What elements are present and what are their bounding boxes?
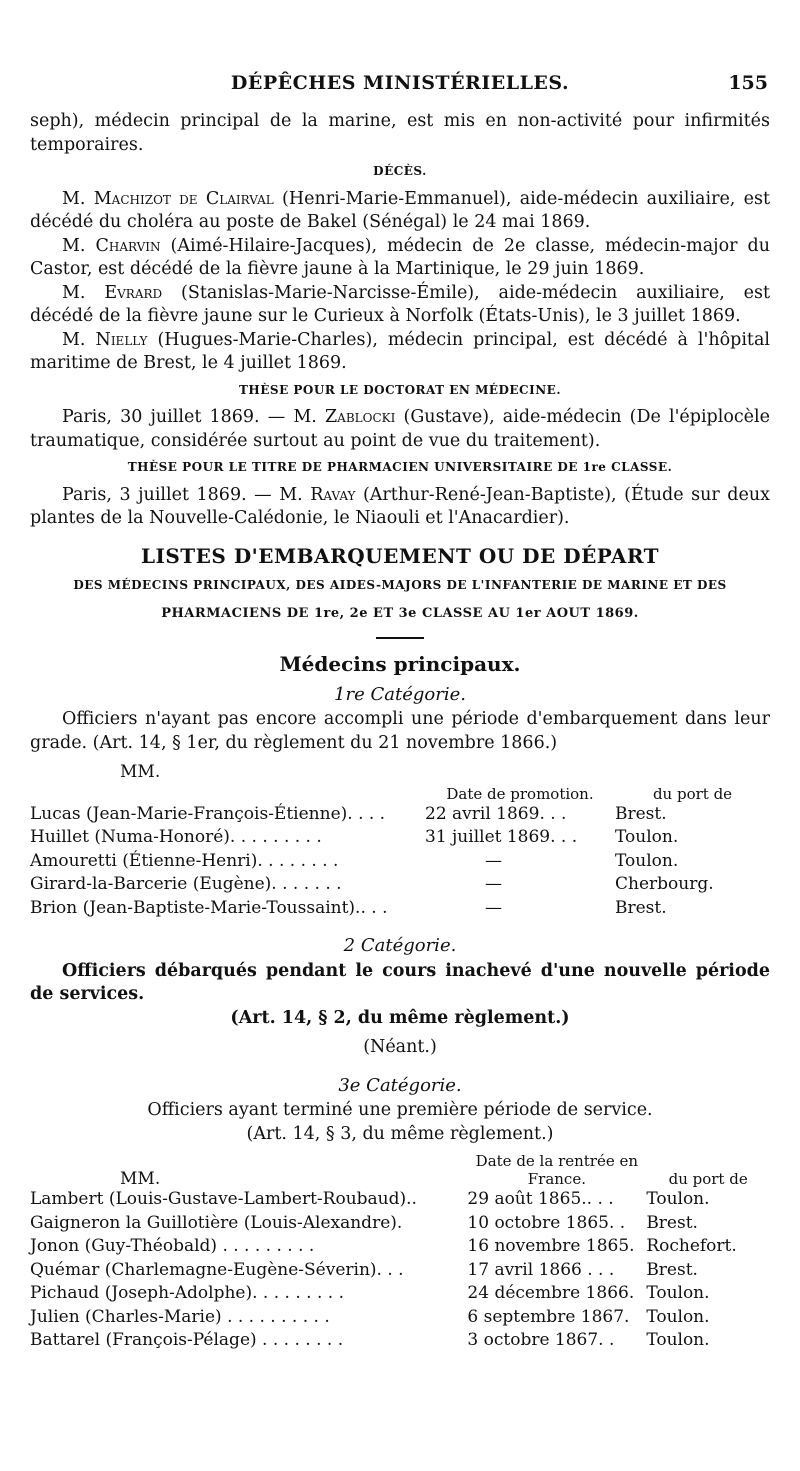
cell-port: Brest.: [646, 1212, 698, 1233]
table-row: [30, 1282, 770, 1306]
entry-text: (Hugues-Marie-Charles), médecin principal, est décédé à l'hôpital maritime de Brest, le 4 juillet 1869.: [30, 329, 770, 373]
cell-name: Lambert (Louis-Gustave-Lambert-Roubaud)..: [30, 1189, 417, 1209]
deces-entry: [30, 282, 770, 329]
cell-name: Pichaud (Joseph-Adolphe). . . . . . . . .: [30, 1283, 344, 1303]
these-pharmacien-entry: [30, 484, 770, 531]
cell-port: Brest.: [615, 803, 667, 824]
entry-text: (Stanislas-Marie-Narcisse-Émile), aide-médecin auxiliaire, est décédé de la fièvre jaune sur le Curieux à Norfolk (États-Unis), le 3 juillet 1869.: [30, 282, 770, 326]
table-row: [30, 1235, 770, 1259]
cell-port: Toulon.: [646, 1283, 710, 1303]
cat2-description: Officiers débarqués pendant le cours inachevé d'une nouvelle période de services.: [30, 960, 770, 1004]
deces-entry: [30, 329, 770, 376]
person-name: M. Charvin: [62, 235, 161, 256]
person-name: M. Machizot de Clairval: [62, 188, 274, 209]
entry-text: (Henri-Marie-Emmanuel), aide-médecin auxiliaire, est décédé du choléra au poste de Bakel (Sénégal) le 24 mai 1869.: [30, 188, 771, 232]
table-row: [30, 803, 770, 827]
person-name: Zablocki: [325, 407, 396, 427]
entry-text: Paris, 3 juillet 1869. — M.: [62, 484, 311, 505]
table-row: [30, 897, 770, 921]
col-header-port: du port de: [652, 784, 733, 803]
entry-text: (Aimé-Hilaire-Jacques), médecin de 2e classe, médecin-major du Castor, est décédé de la fièvre jaune à la Martinique, le 29 juin 1869.: [30, 235, 770, 279]
cell-name: Gaigneron la Guillotière (Louis-Alexandre).: [30, 1212, 403, 1233]
cell-date: 6 septembre 1867.: [467, 1306, 630, 1327]
these-doctorat-heading: THÈSE POUR LE DOCTORAT EN MÉDECINE.: [238, 382, 562, 397]
entry-text: (Gustave), aide-médecin (De l'épiplocèle traumatique, considérée surtout au point de vue du traitement).: [30, 407, 770, 451]
cat1-table: [30, 785, 770, 921]
cell-date: 29 août 1865.. . .: [467, 1189, 614, 1209]
listes-subtitle-1: DES MÉDECINS PRINCIPAUX, DES AIDES-MAJORS DE L'INFANTERIE DE MARINE ET DES: [73, 578, 727, 592]
cat2-reference: (Art. 14, § 2, du même règlement.): [230, 1007, 570, 1028]
cat3-description: Officiers ayant terminé une première période de service.: [147, 1100, 653, 1120]
cell-name: Jonon (Guy-Théobald) . . . . . . . . .: [30, 1236, 315, 1256]
cell-name: Lucas (Jean-Marie-François-Étienne). . . .: [30, 803, 386, 824]
col-header-date: [467, 1152, 646, 1188]
entry-text: (Arthur-René-Jean-Baptiste), (Étude sur deux plantes de la Nouvelle-Calédonie, le Niaouli et l'Anacardier).: [30, 484, 770, 528]
table-row: [30, 1306, 770, 1330]
table-row: [30, 1188, 770, 1212]
cat3-table: [30, 1152, 770, 1353]
page-number: 155: [728, 72, 768, 94]
cell-date: 24 décembre 1866.: [467, 1283, 635, 1303]
col-header-date-line1: Date de la rentrée en: [475, 1152, 639, 1170]
cell-port: Toulon.: [646, 1330, 710, 1350]
cell-port: Toulon.: [646, 1189, 710, 1209]
deces-heading: DÉCÈS.: [373, 164, 427, 178]
deces-entry: [30, 188, 770, 235]
cell-port: Toulon.: [615, 827, 679, 847]
cell-port: Cherbourg.: [615, 874, 714, 894]
header-title: DÉPÊCHES MINISTÉRIELLES.: [230, 72, 570, 94]
table-row: [30, 850, 770, 874]
table-header-row: [30, 785, 770, 803]
cell-name: Girard-la-Barcerie (Eugène). . . . . . .: [30, 874, 342, 894]
table-row: [30, 873, 770, 897]
person-name: M. Evrard: [62, 282, 163, 303]
cat1-mm: MM.: [120, 762, 161, 782]
cell-name: Battarel (François-Pélage) . . . . . . . .: [30, 1330, 344, 1350]
cell-date: 3 octobre 1867. .: [467, 1330, 615, 1350]
cat2-neant: (Néant.): [363, 1037, 437, 1057]
cell-name: Amouretti (Étienne-Henri). . . . . . . .: [30, 850, 339, 871]
cell-date: —: [485, 850, 502, 871]
table-row: [30, 826, 770, 850]
cell-port: Brest.: [646, 1259, 698, 1280]
cat3-reference: (Art. 14, § 3, du même règlement.): [246, 1123, 554, 1144]
cell-name: Brion (Jean-Baptiste-Marie-Toussaint).. . .: [30, 897, 388, 918]
person-name: M. Nielly: [62, 329, 148, 350]
cell-name: Julien (Charles-Marie) . . . . . . . . . .: [30, 1306, 330, 1327]
cell-name: Huillet (Numa-Honoré). . . . . . . . .: [30, 827, 322, 847]
listes-title: LISTES D'EMBARQUEMENT OU DE DÉPART: [140, 543, 660, 568]
cell-name: Quémar (Charlemagne-Eugène-Séverin). . .: [30, 1259, 404, 1280]
cat3-title: 3e Catégorie.: [338, 1074, 462, 1096]
col-header-date-line2: France.: [527, 1170, 586, 1188]
cell-date: 17 avril 1866 . . .: [467, 1259, 615, 1280]
table-row: [30, 1259, 770, 1283]
table-header-row: [30, 1152, 770, 1188]
listes-subtitle-2: PHARMACIENS DE 1re, 2e ET 3e CLASSE AU 1er AOUT 1869.: [161, 605, 639, 621]
cat1-description: Officiers n'ayant pas encore accompli une période d'embarquement dans leur grade. (Art. 14, § 1er, du règlement du 21 novembre 1866.): [30, 709, 770, 753]
cell-date: —: [485, 897, 502, 918]
these-doctorat-entry: [30, 406, 770, 453]
deces-entry: [30, 235, 770, 282]
table-row: [30, 1329, 770, 1353]
cell-date: 22 avril 1869. . .: [425, 803, 567, 824]
cell-port: Toulon.: [615, 850, 679, 871]
cell-date: 10 octobre 1865. .: [467, 1212, 626, 1233]
col-header-date: Date de promotion.: [446, 784, 594, 803]
cell-date: —: [485, 874, 502, 894]
section-title: Médecins principaux.: [279, 652, 521, 676]
cell-port: Toulon.: [646, 1306, 710, 1327]
cell-date: 31 juillet 1869. . .: [425, 827, 578, 847]
separator-rule: [376, 637, 424, 639]
these-pharmacien-heading: THÈSE POUR LE TITRE DE PHARMACIEN UNIVERSITAIRE DE 1re CLASSE.: [127, 460, 673, 474]
page-body: [30, 110, 770, 1353]
cat3-mm: MM.: [120, 1169, 161, 1189]
cat1-title: 1re Catégorie.: [334, 683, 466, 705]
cell-date: 16 novembre 1865.: [467, 1236, 635, 1256]
intro-paragraph: seph), médecin principal de la marine, est mis en non-activité pour infirmités temporaires.: [30, 111, 770, 155]
entry-text: Paris, 30 juillet 1869. — M.: [62, 407, 326, 427]
person-name: Ravay: [310, 484, 356, 505]
col-header-port: du port de: [668, 1170, 748, 1188]
cell-port: Brest.: [615, 897, 667, 918]
cell-port: Rochefort.: [646, 1236, 737, 1256]
cat2-title: 2 Catégorie.: [343, 935, 457, 956]
table-row: [30, 1212, 770, 1236]
running-header: [0, 72, 800, 98]
